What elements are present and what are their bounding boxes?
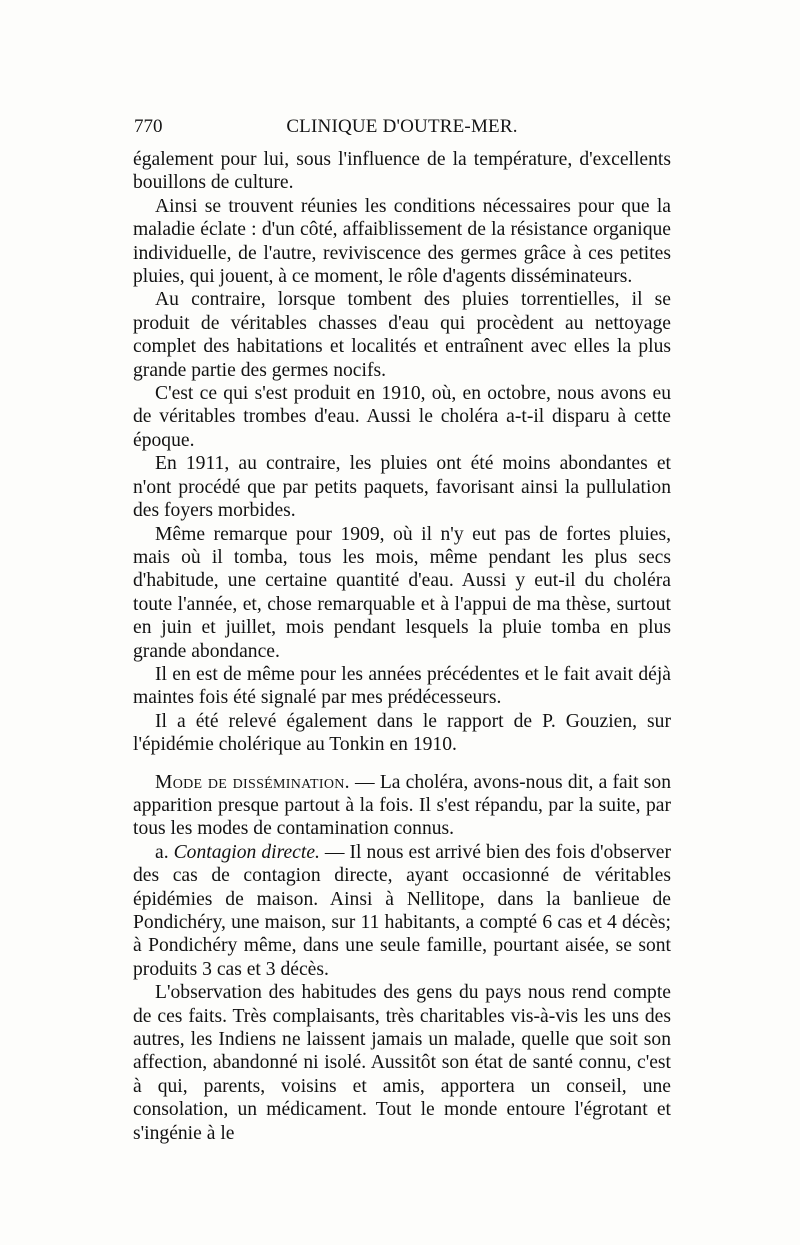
closing-paragraph: L'observation des habitudes des gens du pays nous rend compte de ces faits. Très complaisants, très charitables vis-à-vis les uns des autres, les Indiens ne laissent jamais un malade, quelle que soit son affection, abandonné ni isolé. Aussitôt son état de santé connu, c'est à qui, parents, voisins et amis, apportera un conseil, une consolation, un médicament. Tout le monde entoure l'égrotant et s'ingénie à le xyxy=(133,982,671,1144)
page-header xyxy=(134,116,670,144)
section-text: La choléra, avons-nous dit, a fait son apparition presque partout à la fois. Il s'est répandu, par la suite, par tous les modes de contamination connus. xyxy=(133,771,672,840)
paragraph: Même remarque pour 1909, où il n'y eut pas de fortes pluies, mais où il tomba, tous les mois, même pendant les plus secs d'habitude, une certaine quantité d'eau. Aussi y eut-il du choléra toute l'année, et, chose remarquable et à l'appui de ma thèse, surtout en juin et juillet, mois pendant lesquels la pluie tomba en plus grande abondance. xyxy=(133,523,671,662)
paragraph: C'est ce qui s'est produit en 1910, où, en octobre, nous avons eu de véritables trombes d'eau. Aussi le choléra a-t-il disparu à cette époque. xyxy=(133,383,671,451)
section-spacer xyxy=(133,757,671,771)
section-dash: — xyxy=(349,771,380,793)
subsection-text: Il nous est arrivé bien des fois d'observer des cas de contagion directe, ayant occasionné de véritables épidémies de maison. Ainsi à Nellitope, dans la banlieue de Pondichéry, une maison, sur 11 habitants, a compté 6 cas et 4 décès; à Pondichéry même, dans une seule famille, pourtant aisée, se sont produits 3 cas et 3 décès. xyxy=(133,841,671,980)
paragraph: Il en est de même pour les années précédentes et le fait avait déjà maintes fois été signalé par mes prédécesseurs. xyxy=(133,663,671,709)
paragraph: Au contraire, lorsque tombent des pluies torrentielles, il se produit de véritables chasses d'eau qui procèdent au nettoyage complet des habitations et localités et entraînent avec elles la plus grande partie des germes nocifs. xyxy=(133,289,671,381)
paragraph: Il a été relevé également dans le rapport de P. Gouzien, sur l'épidémie cholérique au Tonkin en 1910. xyxy=(133,710,671,756)
body-text xyxy=(133,148,671,1145)
subsection-label: a. xyxy=(155,841,169,863)
paragraph: Ainsi se trouvent réunies les conditions nécessaires pour que la maladie éclate : d'un côté, affaiblissement de la résistance organique individuelle, de l'autre, reviviscence des germes grâce à ces petites pluies, qui jouent, à ce moment, le rôle d'agents disséminateurs. xyxy=(133,195,671,288)
section-heading: Mode de dissémination. xyxy=(155,771,350,793)
paragraph: également pour lui, sous l'influence de la température, d'excellents bouillons de culture. xyxy=(133,149,671,194)
section-paragraph xyxy=(133,771,671,841)
page-number: 770 xyxy=(134,116,163,137)
paragraph: En 1911, au contraire, les pluies ont été moins abondantes et n'ont procédé que par petits paquets, favorisant ainsi la pullulation des foyers morbides. xyxy=(133,453,671,522)
subsection-heading: Contagion directe. xyxy=(173,841,320,863)
running-title: CLINIQUE D'OUTRE-MER. xyxy=(286,116,518,137)
subsection-paragraph xyxy=(133,841,671,981)
subsection-dash: — xyxy=(319,841,350,863)
